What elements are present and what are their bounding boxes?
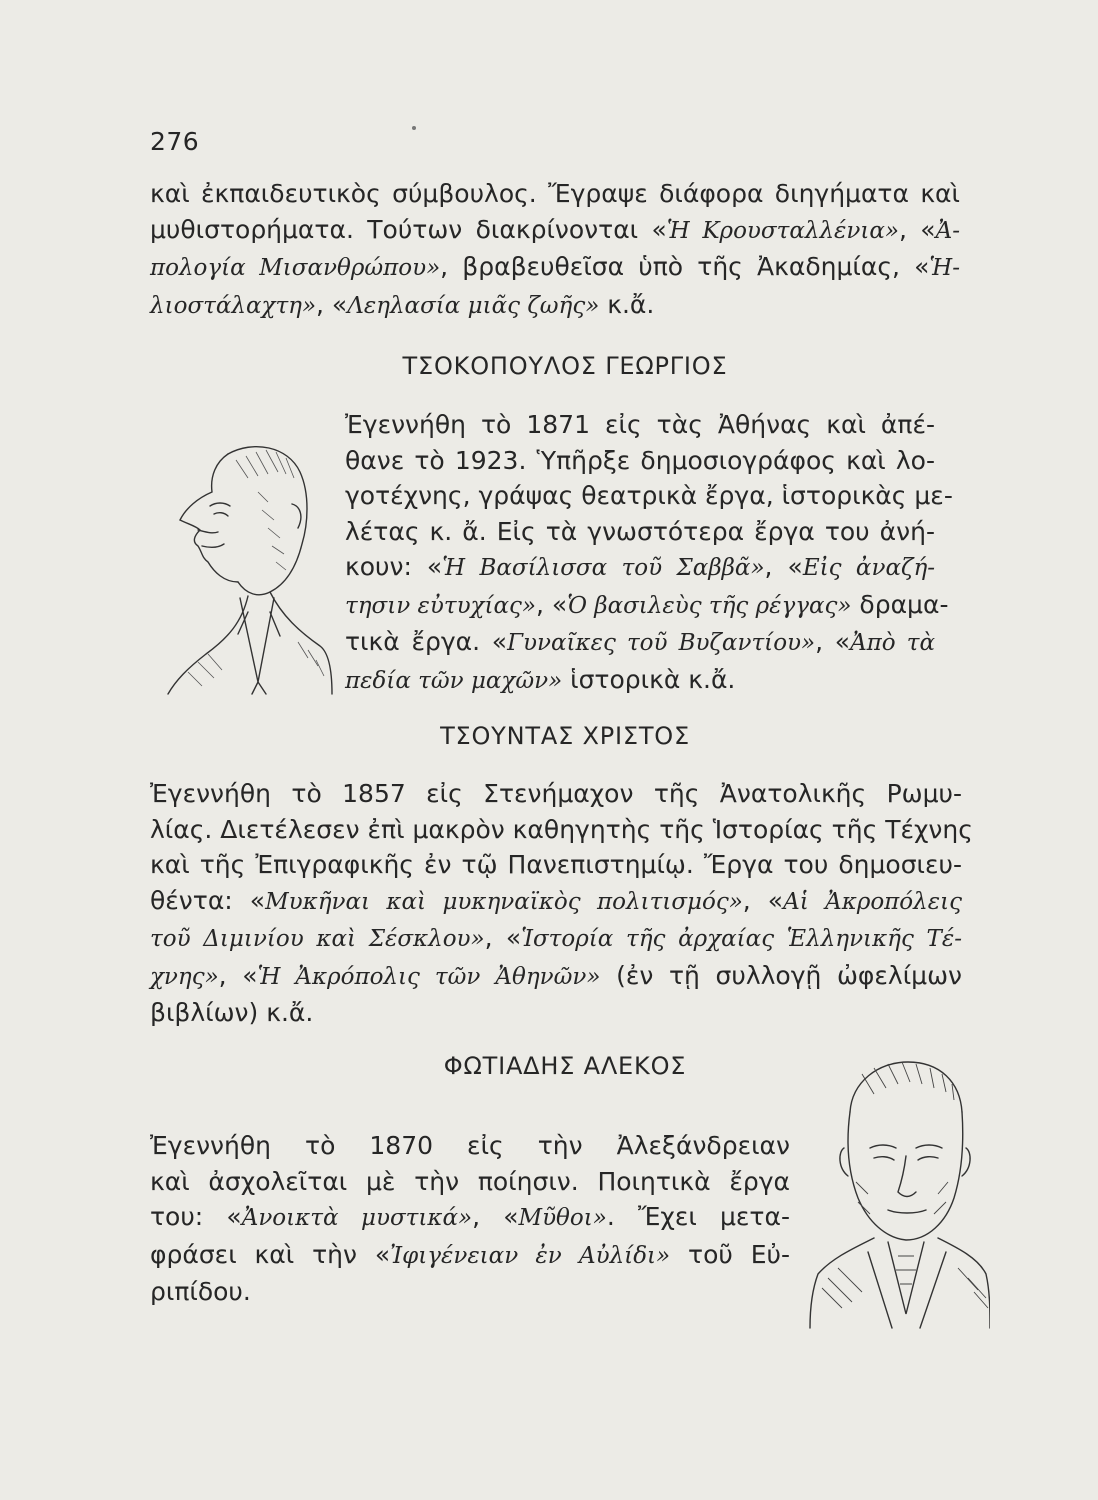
work-title: Ἀπὸ τὰ	[850, 630, 935, 656]
text-run: φράσει καὶ τὴν «	[150, 1239, 391, 1269]
portrait-tsokopoulos	[158, 432, 333, 697]
text-run: , βραβευθεῖσα ὑπὸ τῆς Ἀκαδημίας, «	[440, 252, 930, 281]
bio-line: γοτέχνης, γράψας θεατρικὰ ἔργα, ἱστορικὰς με-	[345, 481, 953, 510]
bio-line	[345, 587, 949, 625]
bio-line	[150, 883, 962, 921]
work-title: Ἡ-	[929, 255, 961, 281]
intro-paragraph	[150, 176, 960, 324]
work-title: Ἱστορία τῆς ἀρχαίας Ἑλληνικῆς Τέ-	[521, 926, 962, 952]
text-run: καὶ ἐκπαιδευτικὸς σύμβουλος. Ἔγραψε διάφορα διηγήματα καὶ	[150, 179, 960, 208]
heading-tsokopoulos: ΤΣΟΚΟΠΟΥΛΟΣ ΓΕΩΡΓΙΟΣ	[402, 352, 728, 380]
bio-line: Ἐγεννήθη τὸ 1857 εἰς Στενήμαχον τῆς Ἀνατολικῆς Ρωμυ-	[150, 779, 962, 808]
text-run: δραμα-	[851, 589, 949, 619]
bio-line: βιβλίων) κ.ἄ.	[150, 998, 314, 1027]
bio-fotiadis	[150, 1128, 790, 1310]
bio-line	[345, 662, 935, 700]
page-number: 276	[150, 127, 200, 156]
bio-line	[150, 1199, 790, 1237]
text-run: , «	[815, 627, 851, 656]
text-run: μυθιστορήματα. Τούτων διακρίνονται «	[150, 214, 667, 244]
work-title: Ἡ Βασίλισσα τοῦ Σαββᾶ»	[442, 555, 765, 581]
bio-line: Ἐγεννήθη τὸ 1870 εἰς τὴν Ἀλεξάνδρειαν	[150, 1131, 790, 1160]
bio-line: καὶ τῆς Ἐπιγραφικῆς ἐν τῷ Πανεπιστημίῳ. Ἔργα του δημοσιευ-	[150, 850, 962, 879]
work-title: Ἀ-	[935, 217, 960, 244]
heading-fotiadis: ΦΩΤΙΑΔΗΣ ΑΛΕΚΟΣ	[443, 1052, 687, 1080]
text-run: τοῦ Εὐ-	[670, 1239, 790, 1269]
text-run: , «	[316, 289, 348, 319]
work-title: Ἀνοικτὰ μυστικά»	[241, 1205, 473, 1231]
text-run: , «	[472, 1202, 519, 1231]
work-title: τοῦ Διμινίου καὶ Σέσκλου»	[150, 926, 485, 952]
heading-tsountas: ΤΣΟΥΝΤΑΣ ΧΡΙΣΤΟΣ	[440, 722, 690, 750]
text-run: , «	[764, 552, 803, 581]
work-title: Ἰφιγένειαν ἐν Αὐλίδι»	[390, 1242, 671, 1269]
text-run: τικὰ ἔργα. «	[345, 627, 508, 656]
intro-line	[150, 249, 960, 287]
work-title: Ὁ βασιλεὺς τῆς ρέγγας»	[567, 592, 852, 619]
text-run: (ἐν τῇ συλλογῇ ὠφελίμων	[600, 960, 962, 990]
bio-tsountas	[150, 776, 973, 1031]
bio-line	[150, 920, 962, 958]
work-title: Γυναῖκες τοῦ Βυζαντίου»	[507, 630, 816, 656]
bio-line: ριπίδου.	[150, 1277, 251, 1306]
text-run: , «	[898, 214, 936, 244]
intro-line	[150, 287, 960, 325]
print-speck	[412, 126, 416, 130]
portrait-fotiadis	[808, 1052, 990, 1330]
text-run: , «	[742, 885, 784, 915]
bio-line: λέτας κ. ἄ. Εἰς τὰ γνωστότερα ἔργα του ἀνή-	[345, 516, 935, 546]
bio-line	[345, 549, 935, 587]
work-title: Ἡ Κρουσταλλένια»	[666, 217, 899, 244]
text-run: , «	[536, 589, 568, 619]
text-run: . Ἔχει μετα-	[606, 1202, 790, 1231]
text-run: κ.ἄ.	[599, 289, 655, 319]
bio-tsokopoulos	[345, 407, 953, 699]
text-run: κουν: «	[345, 552, 443, 581]
work-title: πολογία Μισανθρώπου»	[150, 255, 441, 281]
work-title: λιοστάλαχτη»	[150, 292, 317, 319]
intro-line	[150, 212, 960, 250]
intro-line	[150, 176, 960, 212]
text-run: , «	[484, 923, 522, 952]
work-title: Μῦθοι»	[518, 1205, 607, 1231]
text-run: του: «	[150, 1202, 242, 1231]
bio-line	[150, 1237, 790, 1275]
text-run: , «	[218, 960, 258, 990]
work-title: Λεηλασία μιᾶς ζωῆς»	[347, 292, 600, 319]
work-title: Εἰς ἀναζή-	[802, 555, 935, 581]
work-title: Μυκῆναι καὶ μυκηναϊκὸς πολιτισμός»	[265, 888, 743, 915]
bio-line: λίας. Διετέλεσεν ἐπὶ μακρὸν καθηγητὴς τῆς Ἱστορίας τῆς Τέχνης	[150, 814, 973, 844]
bio-line: Ἐγεννήθη τὸ 1871 εἰς τὰς Ἀθήνας καὶ ἀπέ-	[345, 410, 935, 439]
bio-line	[150, 958, 962, 996]
work-title: πεδία τῶν μαχῶν»	[345, 667, 563, 694]
bio-line	[345, 624, 935, 662]
bio-line: θανε τὸ 1923. Ὑπῆρξε δημοσιογράφος καὶ λο-	[345, 445, 935, 475]
work-title: Αἱ Ἀκροπόλεις	[783, 888, 962, 915]
work-title: χνης»	[150, 963, 219, 990]
work-title: Ἡ Ἀκρόπολις τῶν Ἀθηνῶν»	[257, 963, 601, 990]
bio-line: καὶ ἀσχολεῖται μὲ τὴν ποίησιν. Ποιητικὰ ἔργα	[150, 1166, 790, 1196]
text-run: ἱστορικὰ κ.ἄ.	[562, 664, 736, 694]
work-title: τησιν εὐτυχίας»	[345, 592, 536, 619]
text-run: θέντα: «	[150, 885, 266, 915]
